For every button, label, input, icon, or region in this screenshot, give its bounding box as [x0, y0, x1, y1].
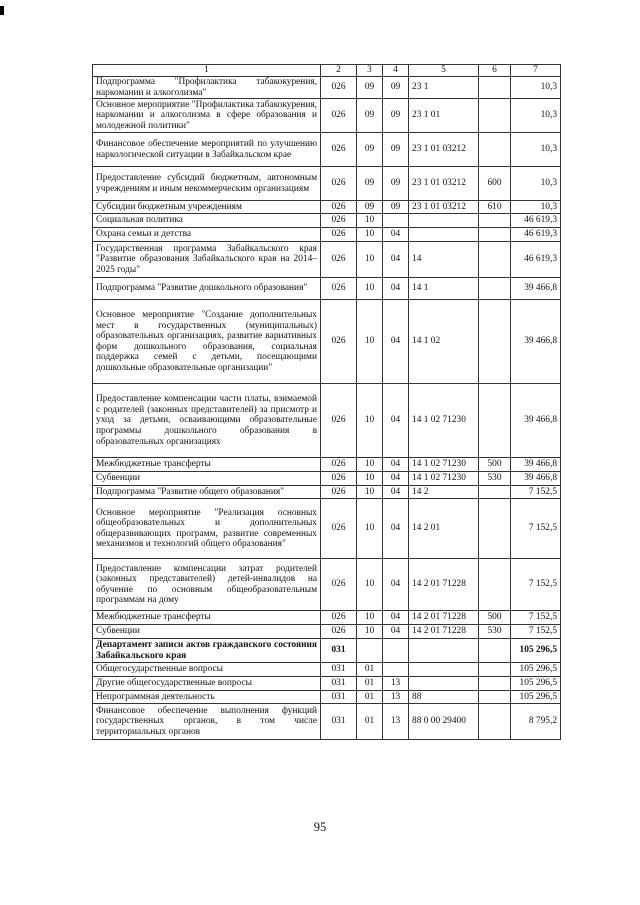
row-gr-cell: 031 — [321, 691, 357, 704]
row-csr-cell: 23 1 01 — [409, 99, 479, 133]
table-row — [93, 663, 561, 677]
row-pr-cell: 13 — [383, 691, 409, 704]
row-gr-cell: 026 — [321, 458, 357, 472]
row-sum-cell: 7 152,5 — [511, 559, 561, 611]
scan-edge-mark — [0, 6, 4, 15]
row-name-cell: Межбюджетные трансферты — [93, 611, 321, 625]
row-csr-cell: 88 — [409, 691, 479, 704]
row-pr-cell: 04 — [383, 278, 409, 300]
row-rz-cell: 09 — [357, 167, 383, 201]
row-rz-cell: 10 — [357, 384, 383, 458]
row-vr-cell — [479, 384, 511, 458]
row-csr-cell: 14 1 02 71230 — [409, 384, 479, 458]
row-pr-cell: 04 — [383, 559, 409, 611]
table-row — [93, 704, 561, 740]
row-pr-cell — [383, 214, 409, 228]
row-name-cell: Предоставление компенсации затрат родителей (законных представителей) детей-инвалидов на обучение по основным общеобразовательным программам на дому — [93, 559, 321, 611]
row-csr-cell: 23 1 01 03212 — [409, 201, 479, 214]
row-sum-cell: 39 466,8 — [511, 384, 561, 458]
row-name-cell: Подпрограмма "Развитие дошкольного образования" — [93, 278, 321, 300]
row-name-cell: Финансовое обеспечение выполнения функций государственных органов, в том числе территориальных органов — [93, 704, 321, 740]
row-name-cell: Непрограммная деятельность — [93, 691, 321, 704]
row-pr-cell: 04 — [383, 472, 409, 486]
table-row — [93, 77, 561, 99]
row-name-cell: Субвенции — [93, 625, 321, 639]
row-csr-cell: 88 0 00 29400 — [409, 704, 479, 740]
row-pr-cell: 04 — [383, 611, 409, 625]
row-gr-cell: 026 — [321, 300, 357, 384]
row-vr-cell: 610 — [479, 201, 511, 214]
row-pr-cell: 04 — [383, 499, 409, 559]
row-sum-cell: 7 152,5 — [511, 611, 561, 625]
row-rz-cell: 10 — [357, 559, 383, 611]
row-gr-cell: 026 — [321, 214, 357, 228]
table-row — [93, 472, 561, 486]
table-row — [93, 639, 561, 663]
table-row — [93, 384, 561, 458]
row-sum-cell: 10,3 — [511, 77, 561, 99]
table-row — [93, 486, 561, 499]
table-row — [93, 559, 561, 611]
row-rz-cell: 10 — [357, 278, 383, 300]
row-vr-cell: 600 — [479, 167, 511, 201]
row-vr-cell — [479, 300, 511, 384]
row-name-cell: Государственная программа Забайкальского края "Развитие образования Забайкальского края на 2014–2025 годы" — [93, 242, 321, 278]
table-row — [93, 133, 561, 167]
row-name-cell: Субсидии бюджетным учреждениям — [93, 201, 321, 214]
row-gr-cell: 026 — [321, 472, 357, 486]
row-sum-cell: 39 466,8 — [511, 472, 561, 486]
row-sum-cell: 8 795,2 — [511, 704, 561, 740]
row-gr-cell: 026 — [321, 133, 357, 167]
row-sum-cell: 105 296,5 — [511, 677, 561, 691]
row-gr-cell: 026 — [321, 499, 357, 559]
header-cell-2: 2 — [321, 65, 357, 77]
table-row — [93, 99, 561, 133]
row-sum-cell: 105 296,5 — [511, 691, 561, 704]
row-gr-cell: 031 — [321, 663, 357, 677]
row-vr-cell — [479, 228, 511, 242]
row-gr-cell: 026 — [321, 201, 357, 214]
row-rz-cell: 01 — [357, 691, 383, 704]
row-csr-cell — [409, 228, 479, 242]
row-name-cell: Межбюджетные трансферты — [93, 458, 321, 472]
row-gr-cell: 026 — [321, 559, 357, 611]
row-csr-cell: 14 2 01 71228 — [409, 559, 479, 611]
row-name-cell: Другие общегосударственные вопросы — [93, 677, 321, 691]
row-sum-cell: 105 296,5 — [511, 639, 561, 663]
row-name-cell: Департамент записи актов гражданского состояния Забайкальского края — [93, 639, 321, 663]
row-pr-cell: 04 — [383, 625, 409, 639]
table-row — [93, 242, 561, 278]
row-csr-cell: 14 — [409, 242, 479, 278]
row-name-cell: Предоставление субсидий бюджетным, автономным учреждениям и иным некоммерческим организациям — [93, 167, 321, 201]
header-cell-7: 7 — [511, 65, 561, 77]
row-pr-cell: 09 — [383, 77, 409, 99]
row-csr-cell: 14 1 02 — [409, 300, 479, 384]
row-name-cell: Подпрограмма "Профилактика табакокурения, наркомании и алкоголизма" — [93, 77, 321, 99]
row-gr-cell: 026 — [321, 99, 357, 133]
row-vr-cell — [479, 691, 511, 704]
row-csr-cell: 14 2 01 — [409, 499, 479, 559]
row-csr-cell: 14 1 02 71230 — [409, 472, 479, 486]
row-pr-cell — [383, 663, 409, 677]
table-body — [93, 65, 561, 740]
row-gr-cell: 026 — [321, 611, 357, 625]
row-pr-cell: 09 — [383, 99, 409, 133]
header-cell-1: 1 — [93, 65, 321, 77]
row-gr-cell: 026 — [321, 486, 357, 499]
row-pr-cell: 04 — [383, 300, 409, 384]
row-pr-cell: 09 — [383, 167, 409, 201]
budget-table — [92, 64, 561, 740]
row-csr-cell — [409, 639, 479, 663]
header-cell-6: 6 — [479, 65, 511, 77]
row-rz-cell: 09 — [357, 201, 383, 214]
row-rz-cell — [357, 639, 383, 663]
row-gr-cell: 026 — [321, 278, 357, 300]
table-row — [93, 167, 561, 201]
row-rz-cell: 10 — [357, 214, 383, 228]
table-row — [93, 677, 561, 691]
row-csr-cell: 14 2 — [409, 486, 479, 499]
row-rz-cell: 10 — [357, 458, 383, 472]
row-vr-cell — [479, 639, 511, 663]
row-gr-cell: 026 — [321, 77, 357, 99]
row-rz-cell: 09 — [357, 77, 383, 99]
row-vr-cell — [479, 242, 511, 278]
header-cell-4: 4 — [383, 65, 409, 77]
row-csr-cell: 14 2 01 71228 — [409, 611, 479, 625]
row-vr-cell: 500 — [479, 458, 511, 472]
row-gr-cell: 026 — [321, 625, 357, 639]
header-row — [93, 65, 561, 77]
table-row — [93, 499, 561, 559]
row-pr-cell — [383, 639, 409, 663]
row-vr-cell — [479, 99, 511, 133]
table-row — [93, 625, 561, 639]
row-pr-cell: 04 — [383, 486, 409, 499]
row-vr-cell — [479, 499, 511, 559]
row-sum-cell: 7 152,5 — [511, 499, 561, 559]
row-rz-cell: 01 — [357, 663, 383, 677]
row-sum-cell: 39 466,8 — [511, 458, 561, 472]
row-rz-cell: 09 — [357, 133, 383, 167]
row-vr-cell — [479, 559, 511, 611]
row-csr-cell: 23 1 01 03212 — [409, 133, 479, 167]
row-sum-cell: 10,3 — [511, 201, 561, 214]
row-vr-cell: 500 — [479, 611, 511, 625]
row-pr-cell: 09 — [383, 201, 409, 214]
row-gr-cell: 026 — [321, 167, 357, 201]
row-sum-cell: 46 619,3 — [511, 228, 561, 242]
table-row — [93, 691, 561, 704]
row-sum-cell: 105 296,5 — [511, 663, 561, 677]
row-rz-cell: 10 — [357, 228, 383, 242]
row-name-cell: Основное мероприятие "Профилактика табакокурения, наркомании и алкоголизма в сфере образования и молодежной политики" — [93, 99, 321, 133]
row-name-cell: Основное мероприятие "Реализация основных общеобразовательных и дополнительных общеразвивающих программ, развитие современных механизмов и технологий общего образования" — [93, 499, 321, 559]
row-sum-cell: 7 152,5 — [511, 625, 561, 639]
row-rz-cell: 10 — [357, 611, 383, 625]
row-csr-cell: 23 1 01 03212 — [409, 167, 479, 201]
row-rz-cell: 10 — [357, 472, 383, 486]
table-row — [93, 228, 561, 242]
row-pr-cell: 13 — [383, 704, 409, 740]
row-rz-cell: 01 — [357, 677, 383, 691]
row-pr-cell: 13 — [383, 677, 409, 691]
row-vr-cell: 530 — [479, 625, 511, 639]
row-vr-cell — [479, 677, 511, 691]
row-gr-cell: 026 — [321, 228, 357, 242]
row-csr-cell: 14 1 02 71230 — [409, 458, 479, 472]
row-name-cell: Предоставление компенсации части платы, взимаемой с родителей (законных представителей) за присмотр и уход за детьми, осваивающими образовательные программы дошкольного образования в образовательных организациях — [93, 384, 321, 458]
row-sum-cell: 10,3 — [511, 133, 561, 167]
header-cell-5: 5 — [409, 65, 479, 77]
row-csr-cell: 14 1 — [409, 278, 479, 300]
table-row — [93, 300, 561, 384]
header-cell-3: 3 — [357, 65, 383, 77]
row-name-cell: Общегосударственные вопросы — [93, 663, 321, 677]
row-gr-cell: 031 — [321, 639, 357, 663]
table-row — [93, 278, 561, 300]
row-name-cell: Подпрограмма "Развитие общего образования" — [93, 486, 321, 499]
row-vr-cell: 530 — [479, 472, 511, 486]
table-row — [93, 458, 561, 472]
row-name-cell: Основное мероприятие "Создание дополнительных мест в государственных (муниципальных) образовательных организациях, развитие вариативных форм дошкольного образования, социальная поддержка семей с детьми, посещающими дошкольные образовательные организации" — [93, 300, 321, 384]
row-csr-cell: 14 2 01 71228 — [409, 625, 479, 639]
row-pr-cell: 04 — [383, 458, 409, 472]
row-vr-cell — [479, 486, 511, 499]
row-gr-cell: 026 — [321, 242, 357, 278]
row-sum-cell: 39 466,8 — [511, 300, 561, 384]
row-vr-cell — [479, 704, 511, 740]
row-rz-cell: 10 — [357, 242, 383, 278]
row-csr-cell: 23 1 — [409, 77, 479, 99]
table-row — [93, 214, 561, 228]
row-sum-cell: 7 152,5 — [511, 486, 561, 499]
row-sum-cell: 46 619,3 — [511, 214, 561, 228]
table-row — [93, 611, 561, 625]
row-vr-cell — [479, 663, 511, 677]
row-vr-cell — [479, 214, 511, 228]
row-name-cell: Субвенции — [93, 472, 321, 486]
row-vr-cell — [479, 133, 511, 167]
row-name-cell: Финансовое обеспечение мероприятий по улучшению наркологической ситуации в Забайкальском крае — [93, 133, 321, 167]
row-rz-cell: 10 — [357, 486, 383, 499]
row-pr-cell: 04 — [383, 228, 409, 242]
row-rz-cell: 10 — [357, 625, 383, 639]
row-csr-cell — [409, 677, 479, 691]
row-pr-cell: 04 — [383, 242, 409, 278]
row-rz-cell: 01 — [357, 704, 383, 740]
row-pr-cell: 04 — [383, 384, 409, 458]
row-sum-cell: 39 466,8 — [511, 278, 561, 300]
row-gr-cell: 031 — [321, 704, 357, 740]
row-sum-cell: 46 619,3 — [511, 242, 561, 278]
row-name-cell: Охрана семьи и детства — [93, 228, 321, 242]
row-sum-cell: 10,3 — [511, 167, 561, 201]
row-vr-cell — [479, 278, 511, 300]
row-rz-cell: 10 — [357, 499, 383, 559]
row-gr-cell: 026 — [321, 384, 357, 458]
row-rz-cell: 09 — [357, 99, 383, 133]
table-row — [93, 201, 561, 214]
row-csr-cell — [409, 663, 479, 677]
row-rz-cell: 10 — [357, 300, 383, 384]
row-name-cell: Социальная политика — [93, 214, 321, 228]
row-sum-cell: 10,3 — [511, 99, 561, 133]
row-gr-cell: 031 — [321, 677, 357, 691]
row-vr-cell — [479, 77, 511, 99]
row-csr-cell — [409, 214, 479, 228]
row-pr-cell: 09 — [383, 133, 409, 167]
page-number: 95 — [313, 820, 327, 834]
